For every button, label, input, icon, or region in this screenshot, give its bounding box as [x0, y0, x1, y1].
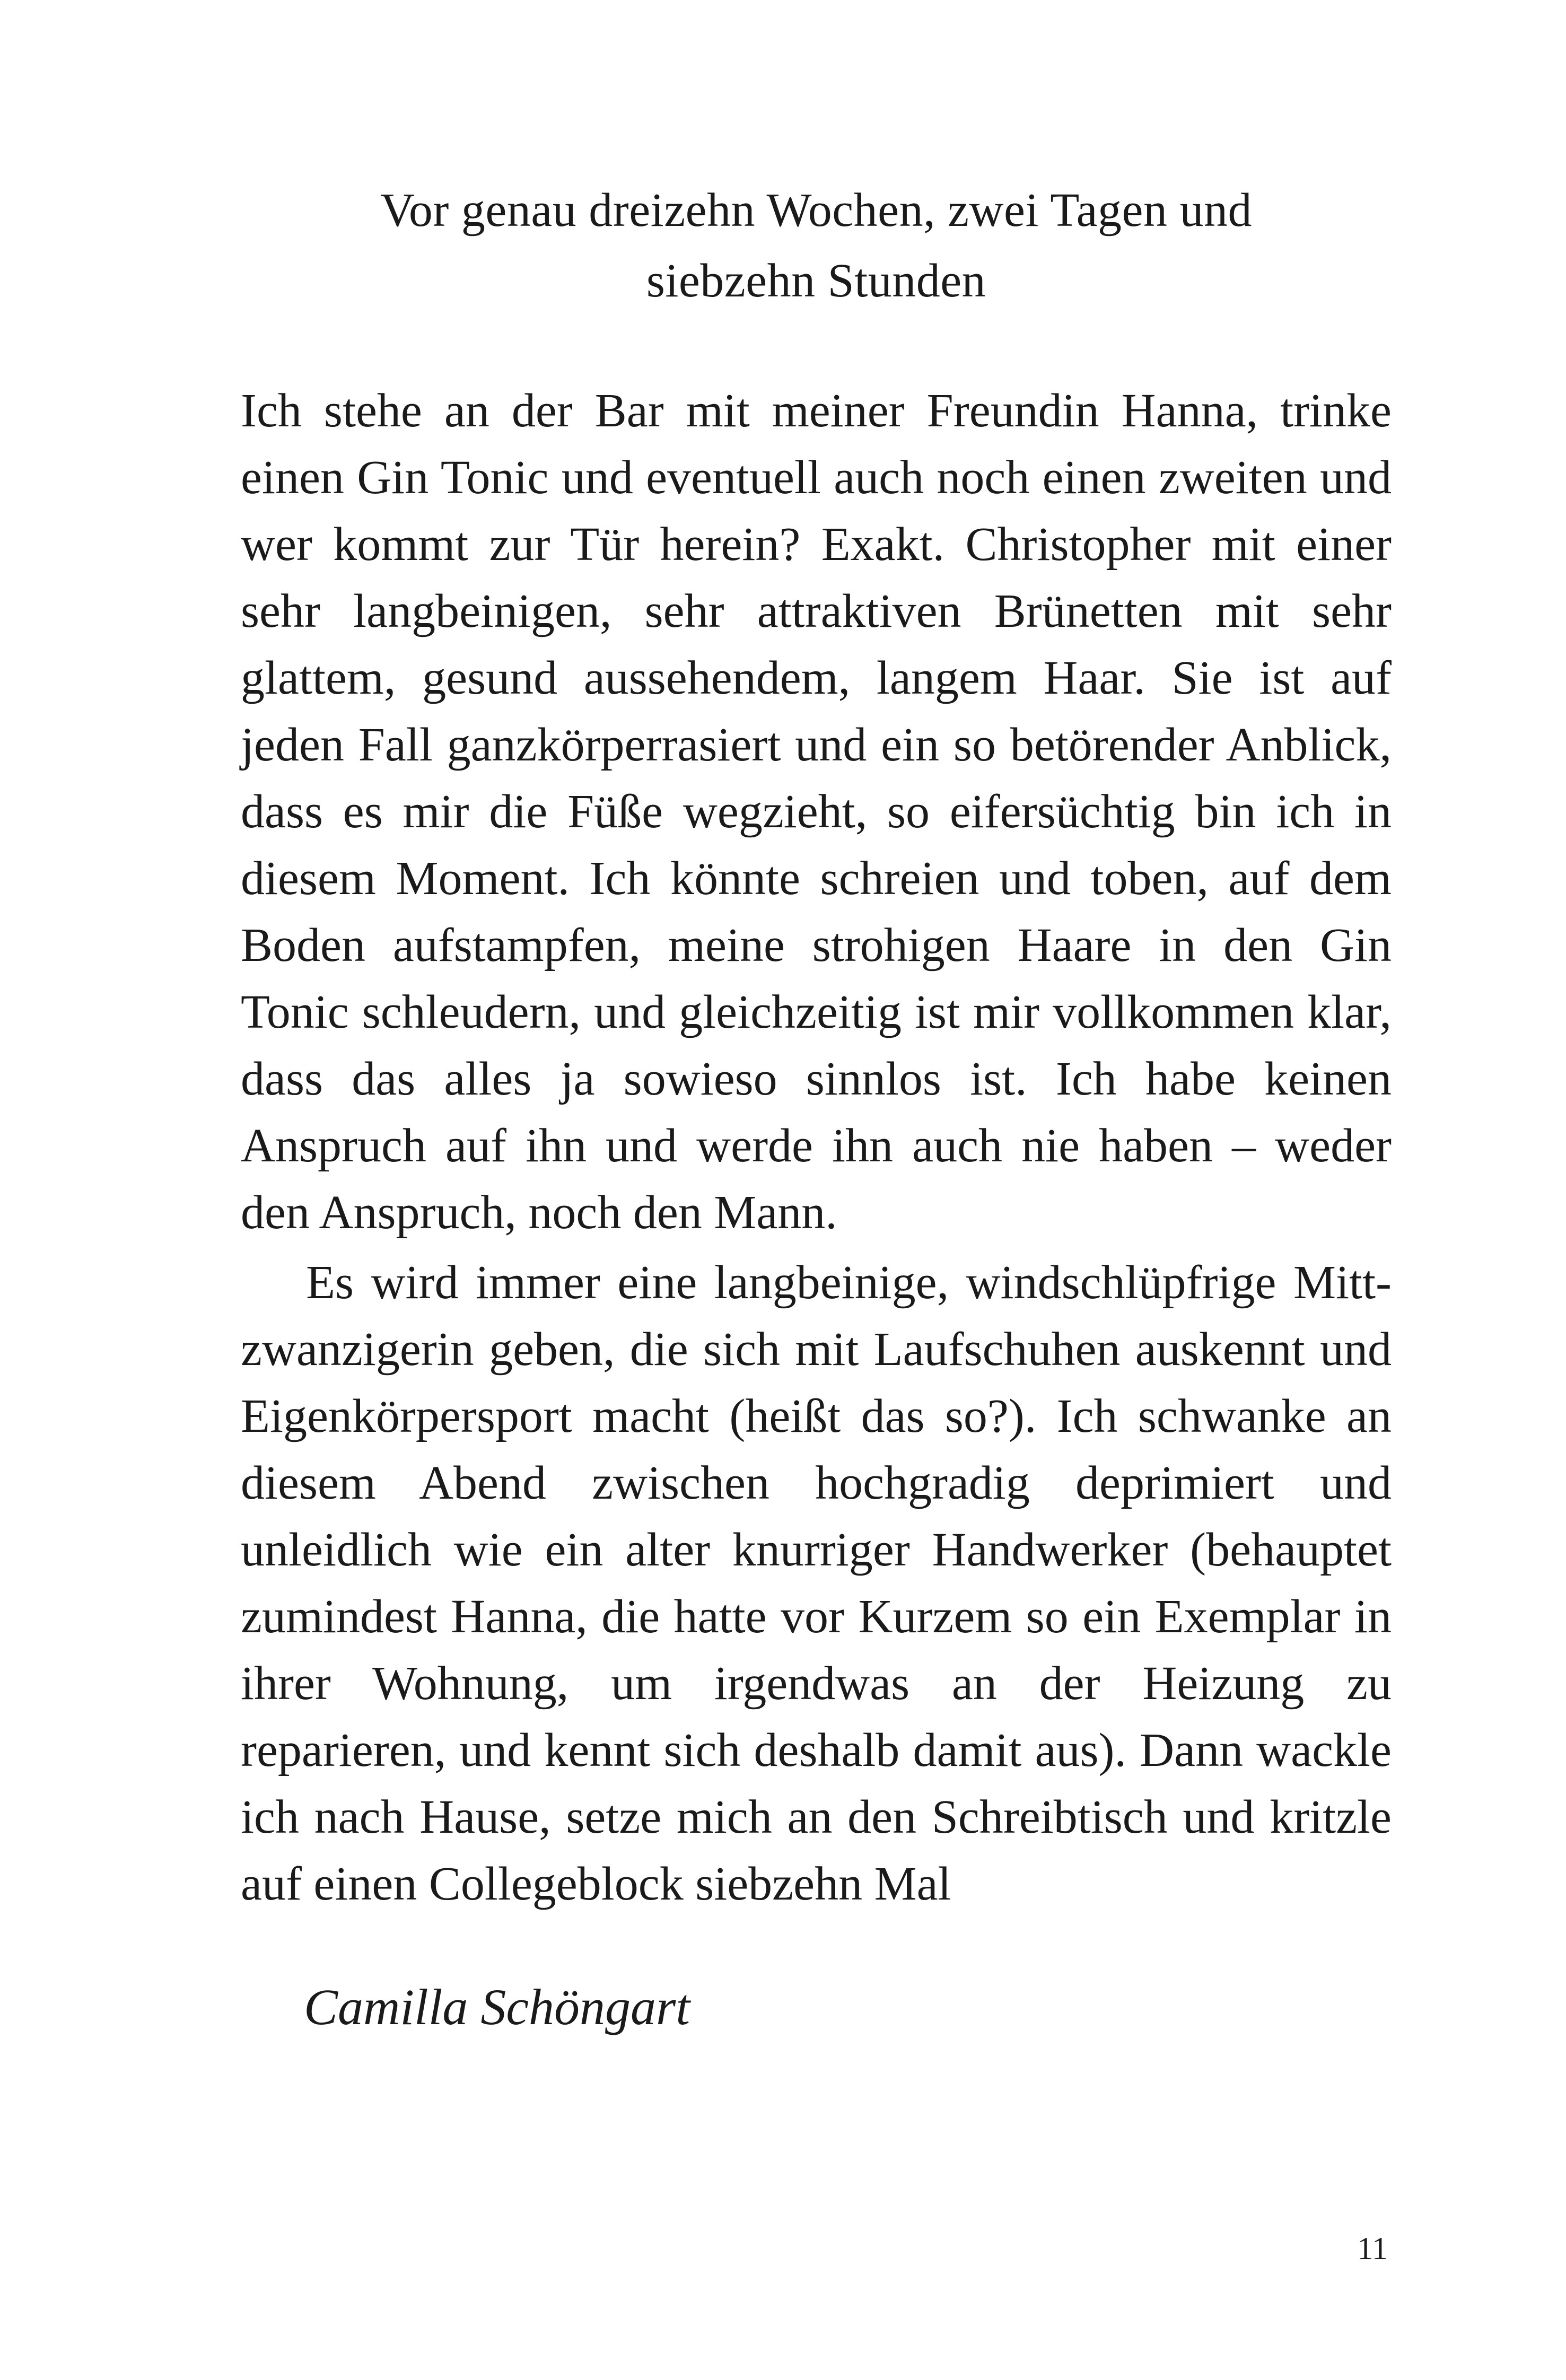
- paragraph-2: Es wird immer eine langbeinige, windschlüpfrige Mittzwanzigerin geben, die sich mit Laufschuhen auskennt und Eigenkörpersport macht (heißt das so?). Ich schwanke an diesem Abend zwischen hochgradig deprimiert und unleidlich wie ein alter knurriger Handwerker (behauptet zumindest Hanna, die hatte vor Kurzem so ein Exemplar in ihrer Wohnung, um irgendwas an der Heizung zu reparieren, und kennt sich deshalb damit aus). Dann wackle ich nach Hause, setze mich an den Schreibtisch und kritzle auf einen Collegeblock siebzehn Mal: [241, 1256, 1392, 1910]
- heading-line-2: siebzehn Stunden: [646, 255, 986, 307]
- paragraph-1: Ich stehe an der Bar mit meiner Freundin Hanna, trinke einen Gin Tonic und eventuell auch noch einen zweiten und wer kommt zur Tür herein? Exakt. Christopher mit einer sehr langbeinigen, sehr attraktiven Brünetten mit sehr glattem, gesund aussehendem, langem Haar. Sie ist auf jeden Fall ganzkörperrasiert und ein so betörender Anblick, dass es mir die Füße wegzieht, so eifersüchtig bin ich in diesem Moment. Ich könnte schreien und toben, auf dem Boden aufstampfen, meine strohigen Haare in den Gin Tonic schleudern, und gleichzeitig ist mir vollkommen klar, dass das alles ja sowieso sinnlos ist. Ich habe keinen Anspruch auf ihn und werde ihn auch nie haben – weder den Anspruch, noch den Mann.: [241, 384, 1392, 1239]
- page-number: 11: [1357, 2231, 1388, 2266]
- section-heading: [241, 175, 1392, 316]
- body-text: [241, 378, 1392, 1918]
- heading-line-1: Vor genau dreizehn Wochen, zwei Tagen und: [380, 184, 1252, 237]
- handwritten-signature: Camilla Schöngart: [304, 1979, 690, 2035]
